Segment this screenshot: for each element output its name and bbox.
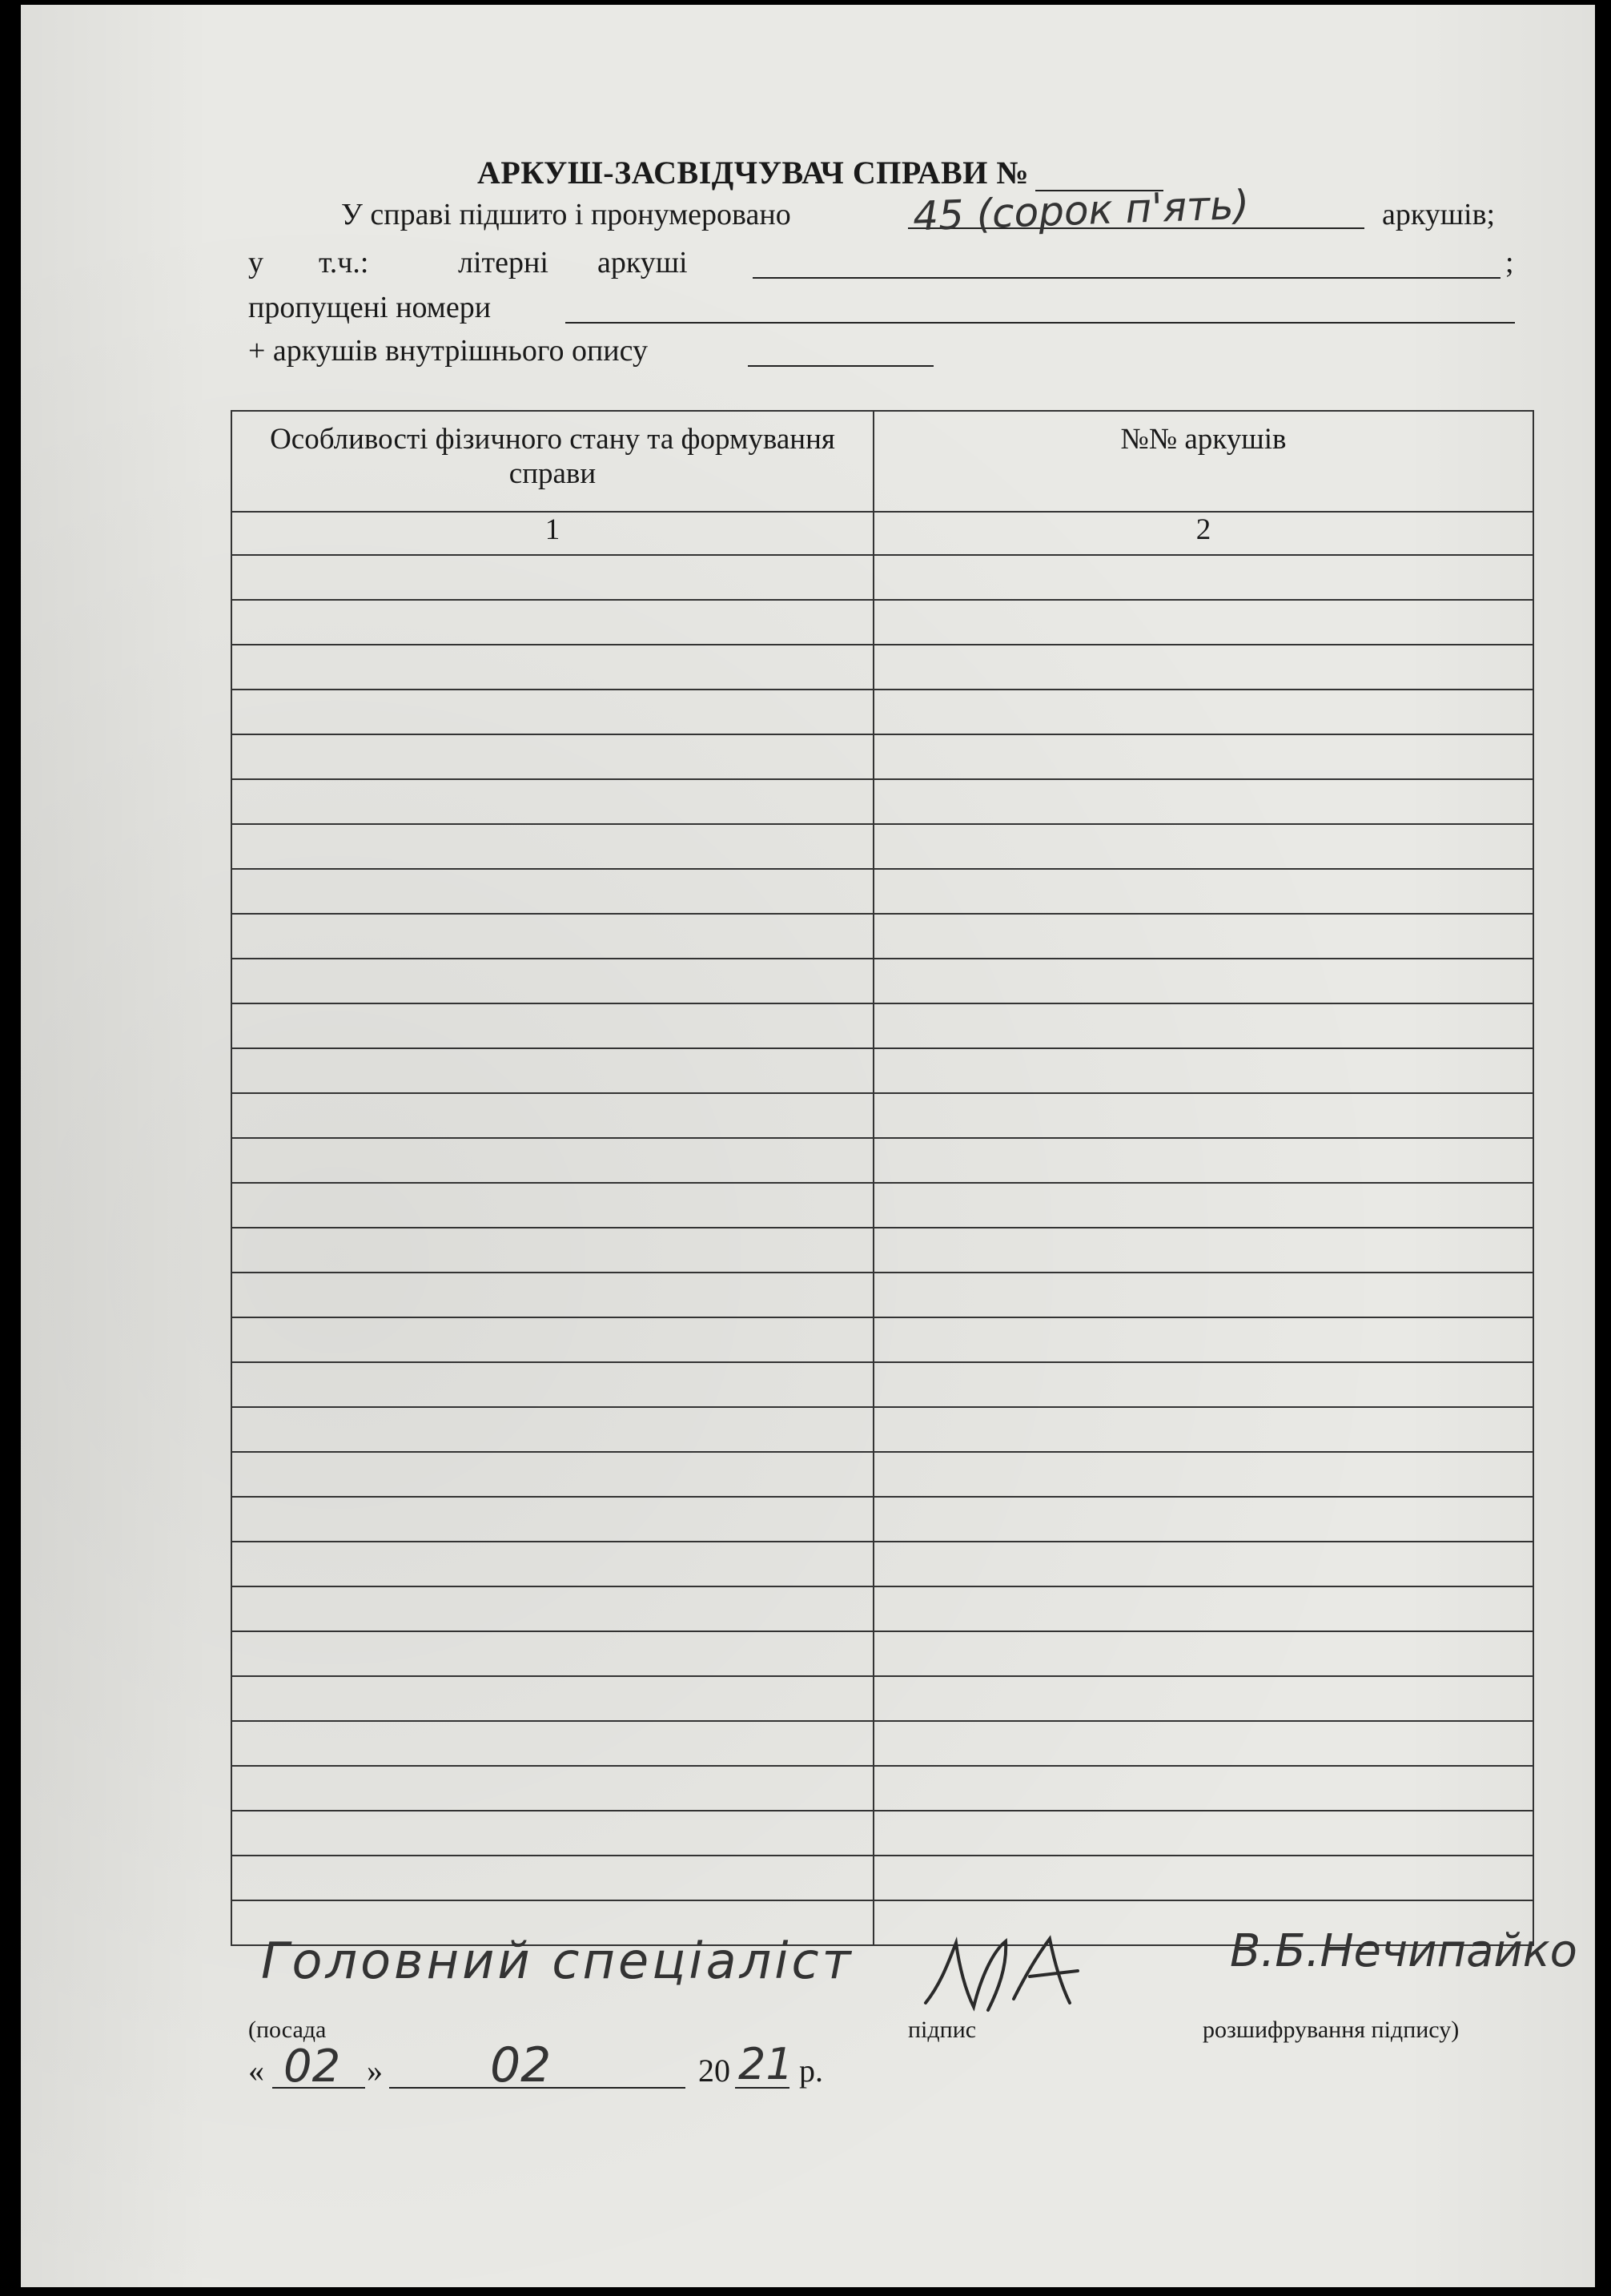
letter-sheets-blank xyxy=(753,245,1501,279)
table-cell xyxy=(231,1676,874,1721)
table-cell xyxy=(231,1631,874,1676)
table-cell xyxy=(874,1003,1533,1048)
letter-sheets-label-arkushi: аркуші xyxy=(597,246,688,279)
table-cell xyxy=(231,1407,874,1452)
table-cell xyxy=(231,1138,874,1183)
table-cell xyxy=(874,1542,1533,1586)
table-row xyxy=(231,1228,1533,1273)
table-cell xyxy=(874,1183,1533,1228)
signature-mark xyxy=(918,1927,1102,2023)
table-cell xyxy=(231,1497,874,1542)
table-cell xyxy=(874,824,1533,869)
table-cell xyxy=(874,1631,1533,1676)
document-sheet xyxy=(21,5,1595,2287)
table-cell xyxy=(874,734,1533,779)
letter-sheets-end: ; xyxy=(1505,246,1514,279)
table-row xyxy=(231,555,1533,600)
date-year-end: р. xyxy=(799,2053,823,2089)
column-number-1: 1 xyxy=(231,512,874,555)
table-cell xyxy=(874,1497,1533,1542)
table-cell xyxy=(874,1048,1533,1093)
table-cell xyxy=(231,1811,874,1856)
table-cell xyxy=(231,1586,874,1631)
table-cell xyxy=(874,555,1533,600)
decode-label: розшифрування підпису) xyxy=(1203,2017,1460,2043)
letter-sheets-label-u: у xyxy=(248,246,263,279)
table-cell xyxy=(231,1766,874,1811)
table-cell xyxy=(874,1811,1533,1856)
signature-label: підпис xyxy=(908,2017,977,2043)
letter-sheets-label-literni: літерні xyxy=(458,246,548,279)
table-row xyxy=(231,1317,1533,1362)
table-cell xyxy=(874,1407,1533,1452)
table-cell xyxy=(231,1362,874,1407)
missing-numbers-label: пропущені номери xyxy=(248,291,492,324)
table-row xyxy=(231,1407,1533,1452)
table-cell xyxy=(231,1317,874,1362)
table-cell xyxy=(231,1093,874,1138)
sheet-count-prefix: У справі підшито і пронумеровано xyxy=(341,198,791,231)
table-cell xyxy=(874,1228,1533,1273)
table-row xyxy=(231,1721,1533,1766)
table-row xyxy=(231,1856,1533,1900)
position-handwritten: Головний спеціаліст xyxy=(261,1932,854,1990)
table-row xyxy=(231,1811,1533,1856)
date-year-suffix: 21 xyxy=(738,2039,793,2089)
table-row xyxy=(231,1542,1533,1586)
table-cell xyxy=(231,555,874,600)
table-cell xyxy=(231,1183,874,1228)
letter-sheets-label-tch: т.ч.: xyxy=(319,246,369,279)
table-row xyxy=(231,1048,1533,1093)
date-year-prefix: 20 xyxy=(698,2053,730,2089)
table-row xyxy=(231,1362,1533,1407)
table-cell xyxy=(231,734,874,779)
table-cell xyxy=(231,914,874,959)
table-cell xyxy=(874,1586,1533,1631)
table-cell xyxy=(874,1452,1533,1497)
table-cell xyxy=(874,1856,1533,1900)
table-cell xyxy=(231,690,874,734)
table-row xyxy=(231,645,1533,690)
table-row xyxy=(231,600,1533,645)
table-row xyxy=(231,914,1533,959)
column-header-condition: Особливості фізичного стану та формування справи xyxy=(231,411,874,512)
table-cell xyxy=(231,600,874,645)
date-day-blank xyxy=(272,2052,365,2089)
table-cell xyxy=(874,1676,1533,1721)
table-cell xyxy=(874,1721,1533,1766)
table-cell xyxy=(874,645,1533,690)
table-row xyxy=(231,1273,1533,1317)
table-cell xyxy=(231,645,874,690)
column-header-sheet-numbers: №№ аркушів xyxy=(874,411,1533,512)
table-row xyxy=(231,1766,1533,1811)
table-cell xyxy=(874,1138,1533,1183)
table-cell xyxy=(231,1452,874,1497)
table-cell xyxy=(874,1362,1533,1407)
position-label: (посада xyxy=(248,2017,327,2043)
table-cell xyxy=(874,1766,1533,1811)
decode-handwritten: В.Б.Нечипайко xyxy=(1230,1925,1577,1977)
sheet-count-line xyxy=(341,197,791,232)
table-cell xyxy=(231,869,874,914)
table-cell xyxy=(874,869,1533,914)
table-row xyxy=(231,869,1533,914)
table-row xyxy=(231,824,1533,869)
table-cell xyxy=(874,1093,1533,1138)
table-row xyxy=(231,1003,1533,1048)
case-condition-table xyxy=(231,410,1534,1946)
sheet-count-suffix: аркушів; xyxy=(1382,198,1496,231)
table-row xyxy=(231,1631,1533,1676)
table-cell xyxy=(231,1721,874,1766)
table-row xyxy=(231,1093,1533,1138)
table-cell xyxy=(874,914,1533,959)
table-cell xyxy=(231,959,874,1003)
table-cell xyxy=(231,1273,874,1317)
table-cell xyxy=(874,1273,1533,1317)
table-cell xyxy=(231,1856,874,1900)
inner-inventory-blank xyxy=(748,333,934,367)
table-row xyxy=(231,1676,1533,1721)
table-row xyxy=(231,1497,1533,1542)
table-row xyxy=(231,959,1533,1003)
table-cell xyxy=(874,779,1533,824)
table-row xyxy=(231,1183,1533,1228)
table-cell xyxy=(874,600,1533,645)
table-cell xyxy=(231,824,874,869)
column-number-2: 2 xyxy=(874,512,1533,555)
table-cell xyxy=(231,1048,874,1093)
date-day: 02 xyxy=(283,2041,341,2093)
table-row xyxy=(231,1586,1533,1631)
table-row xyxy=(231,1138,1533,1183)
date-close-quote: » xyxy=(367,2053,383,2089)
table-cell xyxy=(874,690,1533,734)
date-open-quote: « xyxy=(248,2053,264,2089)
table-row xyxy=(231,734,1533,779)
table-cell xyxy=(231,1228,874,1273)
sheet-count-handwritten: 45 (сорок п'ять) xyxy=(912,181,1251,240)
missing-numbers-blank xyxy=(565,290,1515,324)
table-row xyxy=(231,779,1533,824)
date-month: 02 xyxy=(490,2037,552,2093)
table-row xyxy=(231,1452,1533,1497)
inner-inventory-label: + аркушів внутрішнього опису xyxy=(248,334,648,368)
table-cell xyxy=(874,1317,1533,1362)
table-cell xyxy=(874,959,1533,1003)
table-row xyxy=(231,690,1533,734)
document-title xyxy=(477,154,1163,191)
table-cell xyxy=(231,1542,874,1586)
table-cell xyxy=(231,1003,874,1048)
table-cell xyxy=(231,779,874,824)
title-text: АРКУШ-ЗАСВІДЧУВАЧ СПРАВИ № xyxy=(477,155,1030,191)
